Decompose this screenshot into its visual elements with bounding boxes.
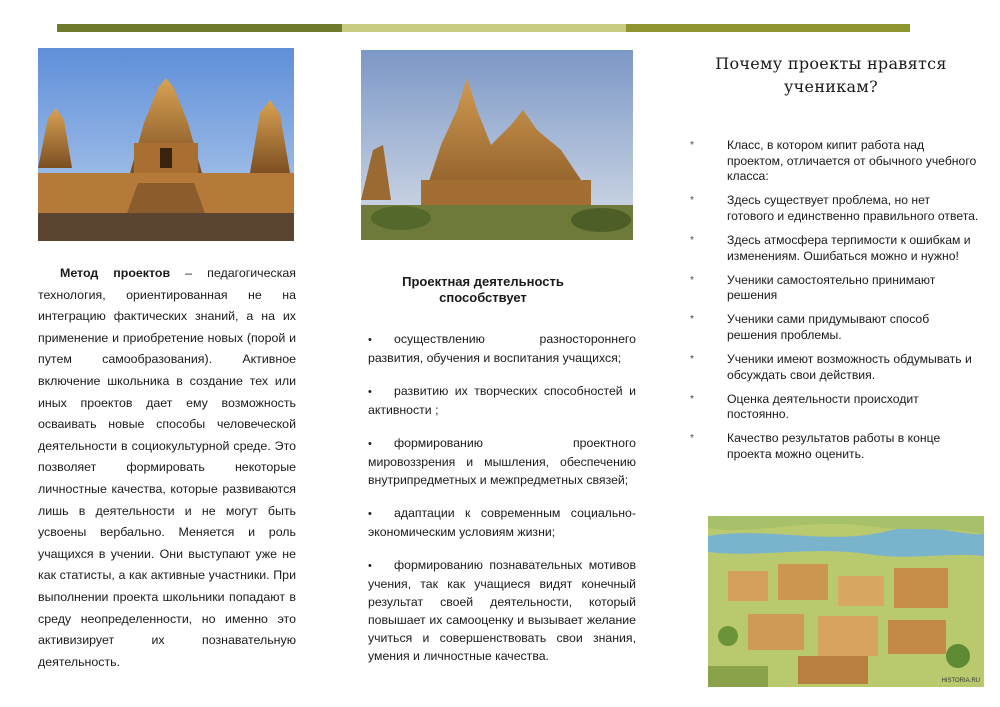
list-item: • развитию их творческих способностей и активности ;: [368, 384, 636, 417]
star-icon: *: [690, 354, 694, 366]
bullet-icon: •: [368, 334, 372, 346]
star-icon: *: [690, 393, 694, 405]
bullet-icon: •: [368, 508, 372, 520]
list-item: * Здесь атмосфера терпимости к ошибкам и изменениям. Ошибаться можно и нужно!: [690, 232, 971, 263]
decor-bar-middle: [342, 24, 626, 32]
temple-photo-middle: [361, 50, 633, 240]
method-term: Метод проектов: [60, 266, 171, 280]
star-icon: *: [690, 195, 694, 207]
star-icon: *: [690, 140, 694, 151]
list-item: • формированию проектного мировоззрения и мышления, обеспечению внутрипредметных и межпредметных связей;: [368, 436, 636, 487]
list-item: * Оценка деятельности происходит постоянно.: [690, 391, 919, 422]
method-paragraph: [38, 263, 296, 673]
list-item: • адаптации к современным социально-экономическим условиям жизни;: [368, 506, 636, 539]
star-icon: *: [690, 433, 694, 445]
decor-bar-left: [57, 24, 342, 32]
list-item: * Ученики самостоятельно принимают решения: [690, 272, 936, 303]
list-item: * Ученики имеют возможность обдумывать и обсуждать свои действия.: [690, 352, 972, 382]
list-item: • осуществлению разностороннего развития, обучения и воспитания учащихся;: [368, 332, 636, 365]
list-item: • формированию познавательных мотивов учения, так как учащиеся видят конечный результат своей деятельности, который повышает их самооценку и вызывает желание учиться и совершенствовать свои знания, умения и личностные качества.: [368, 558, 636, 663]
list-item: * Ученики сами придумывают способ решения проблемы.: [690, 312, 930, 342]
bullet-icon: •: [368, 438, 372, 450]
temple-photo-left: [38, 48, 294, 241]
star-icon: *: [690, 234, 694, 246]
bullet-icon: •: [368, 560, 372, 572]
decor-bar-right: [626, 24, 910, 32]
bullet-icon: •: [368, 386, 372, 398]
list-item: * Качество результатов работы в конце проекта можно оценить.: [690, 431, 941, 461]
list-item: * Здесь существует проблема, но нет готового и единственно правильного ответа.: [690, 193, 979, 223]
star-icon: *: [690, 274, 694, 286]
list-item: * Класс, в котором кипит работа над проектом, отличается от обычного учебного класса:: [690, 138, 977, 184]
middle-title: Проектная деятельность способствует: [402, 274, 564, 305]
ancient-city-illustration: [708, 516, 984, 687]
left-text-column: [38, 263, 296, 673]
watermark: HISTORIA.RU: [941, 678, 980, 684]
right-star-list: [690, 138, 980, 471]
method-description: – педагогическая технология, ориентированная не на интеграцию фактических знаний, а на их применение и приобретение новых (порой и путем самообразования). Активное включение школьника в создание тех или иных проектов дает ему возможность осваивать новые способы человеческой деятельности в социокультурной среде. Это позволяет формировать некоторые личностные качества, которые развиваются лишь в деятельности и не могут быть усвоены вербально. Меняется и роль учащихся в учении. Они выступают уже не как статисты, а как активные участники. При выполнении проекта школьники попадают в среду неопределенности, но именно это активизирует их познавательную деятельность.: [38, 266, 296, 669]
right-title: Почему проекты нравятся ученикам?: [715, 54, 947, 96]
star-icon: *: [690, 314, 694, 326]
middle-bullet-list: [368, 330, 636, 680]
